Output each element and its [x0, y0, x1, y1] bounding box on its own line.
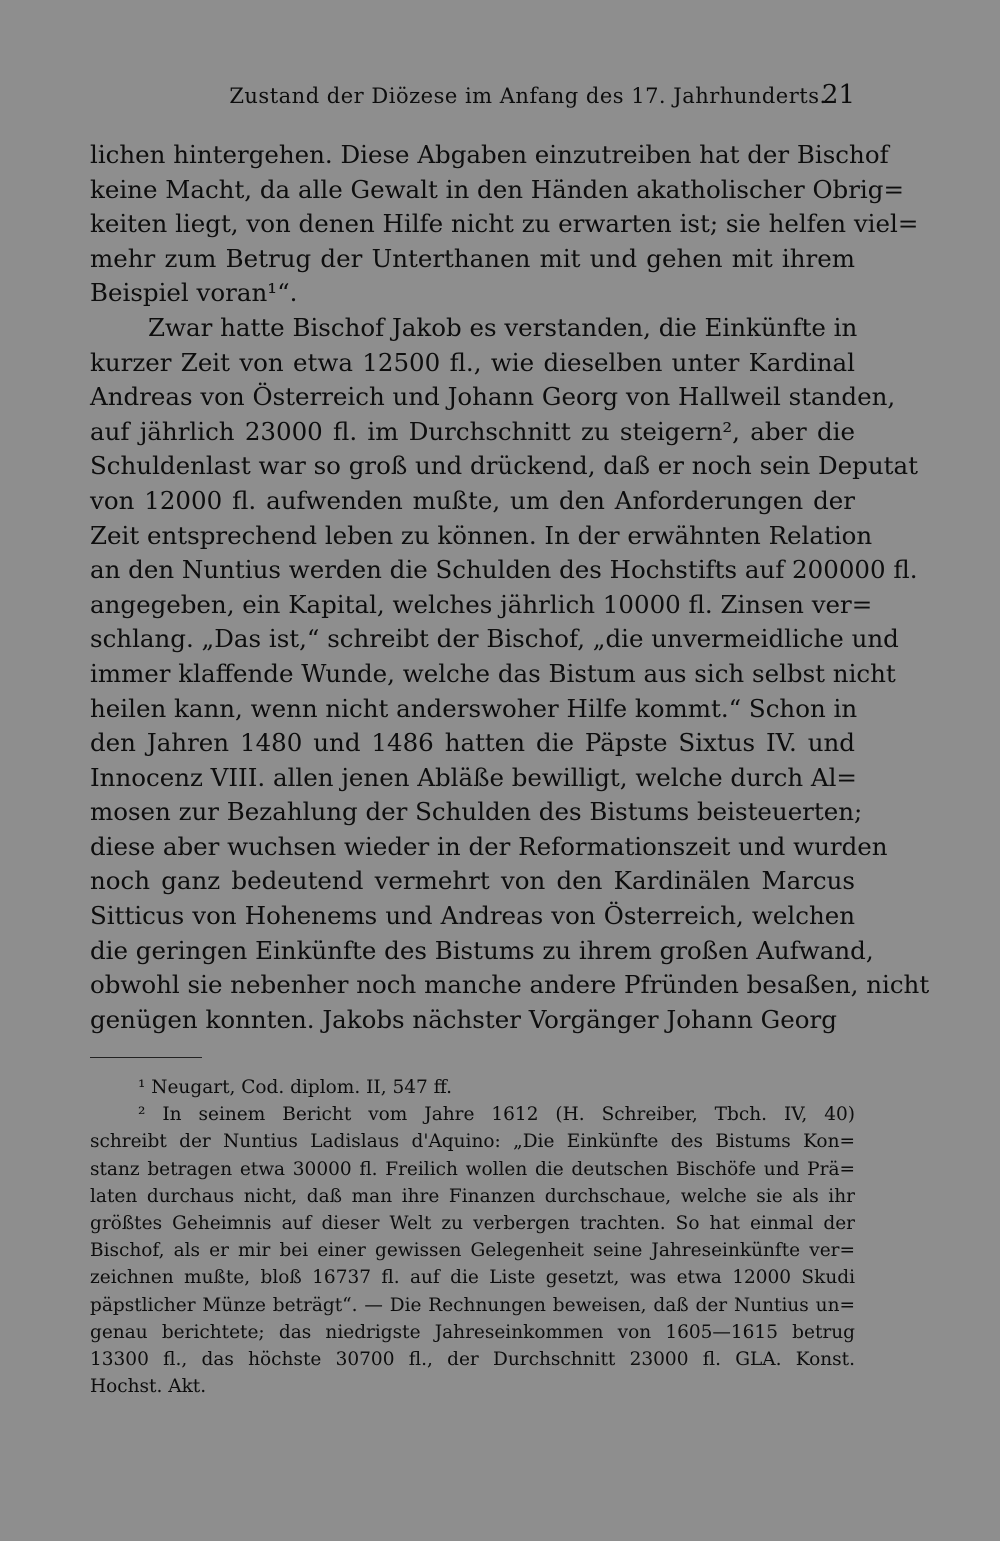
footnote-line: zeichnen mußte, bloß 16737 fl. auf die Liste gesetzt, was etwa 12000 Skudi [90, 1267, 855, 1289]
footnote-line: ¹ Neugart, Cod. diplom. II, 547 ff. [138, 1077, 453, 1098]
text-line: angegeben, ein Kapital, welches jährlich 10000 fl. Zinsen ver= [90, 589, 873, 619]
text-line: mosen zur Bezahlung der Schulden des Bistums beisteuerten; [90, 797, 863, 827]
text-line: schlang. „Das ist,“ schreibt der Bischof, „die unvermeidliche und [90, 624, 899, 654]
text-line: mehr zum Betrug der Unterthanen mit und gehen mit ihrem [90, 243, 855, 273]
running-head: Zustand der Diözese im Anfang des 17. Jahrhunderts. [229, 84, 827, 108]
footnote-line: 13300 fl., das höchste 30700 fl., der Durchschnitt 23000 fl. GLA. Konst. [90, 1348, 855, 1370]
page-header [90, 80, 855, 120]
text-line: lichen hintergehen. Diese Abgaben einzutreiben hat der Bischof [90, 140, 889, 169]
footnote-line: Hochst. Akt. [90, 1376, 207, 1398]
page-number: 21 [821, 80, 855, 110]
footnote-line: ² In seinem Bericht vom Jahre 1612 (H. Schreiber, Tbch. IV, 40) [138, 1104, 855, 1126]
footnotes [90, 1074, 855, 1400]
main-text [90, 138, 930, 1037]
text-line: auf jährlich 23000 fl. im Durchschnitt zu steigern², aber die [90, 416, 855, 446]
footnote-line: Bischof, als er mir bei einer gewissen Gelegenheit seine Jahreseinkünfte ver= [90, 1240, 855, 1262]
text-line: Sitticus von Hohenems und Andreas von Österreich, welchen [90, 901, 855, 931]
footnote-line: größtes Geheimnis auf dieser Welt zu verbergen trachten. So hat einmal der [90, 1212, 855, 1234]
text-line: Beispiel voran¹“. [90, 278, 298, 308]
text-line: obwohl sie nebenher noch manche andere Pfründen besaßen, nicht [90, 970, 930, 1000]
text-line: Zwar hatte Bischof Jakob es verstanden, die Einkünfte in [148, 312, 858, 342]
footnote-line: genau berichtete; das niedrigste Jahreseinkommen von 1605—1615 betrug [90, 1321, 855, 1343]
text-line: die geringen Einkünfte des Bistums zu ihrem großen Aufwand, [90, 935, 874, 965]
text-line: von 12000 fl. aufwenden mußte, um den Anforderungen der [90, 485, 855, 515]
text-line: immer klaffende Wunde, welche das Bistum aus sich selbst nicht [90, 658, 896, 688]
footnote-divider [90, 1057, 202, 1058]
text-line: Innocenz VIII. allen jenen Abläße bewilligt, welche durch Al= [90, 762, 857, 792]
footnote-line: päpstlicher Münze beträgt“. — Die Rechnungen beweisen, daß der Nuntius un= [90, 1294, 855, 1316]
text-line: keine Macht, da alle Gewalt in den Händen akatholischer Obrig= [90, 174, 904, 204]
text-line: heilen kann, wenn nicht anderswoher Hilfe kommt.“ Schon in [90, 693, 858, 723]
text-line: an den Nuntius werden die Schulden des Hochstifts auf 200000 fl. [90, 555, 918, 585]
text-line: kurzer Zeit von etwa 12500 fl., wie dieselben unter Kardinal [90, 347, 855, 377]
text-line: genügen konnten. Jakobs nächster Vorgänger Johann Georg [90, 1004, 837, 1034]
text-line: keiten liegt, von denen Hilfe nicht zu erwarten ist; sie helfen viel= [90, 209, 919, 239]
footnote-line: laten durchaus nicht, daß man ihre Finanzen durchschaue, welche sie als ihr [90, 1185, 855, 1207]
footnote-line: schreibt der Nuntius Ladislaus d'Aquino: „Die Einkünfte des Bistums Kon= [90, 1131, 855, 1153]
text-line: Zeit entsprechend leben zu können. In der erwähnten Relation [90, 520, 873, 550]
text-line: noch ganz bedeutend vermehrt von den Kardinälen Marcus [90, 866, 855, 896]
text-line: Schuldenlast war so groß und drückend, daß er noch sein Deputat [90, 451, 918, 481]
footnote-line: stanz betragen etwa 30000 fl. Freilich wollen die deutschen Bischöfe und Prä= [90, 1158, 855, 1180]
text-line: diese aber wuchsen wieder in der Reformationszeit und wurden [90, 831, 888, 861]
text-line: den Jahren 1480 und 1486 hatten die Päpste Sixtus IV. und [90, 728, 855, 758]
text-line: Andreas von Österreich und Johann Georg von Hallweil standen, [90, 382, 896, 412]
